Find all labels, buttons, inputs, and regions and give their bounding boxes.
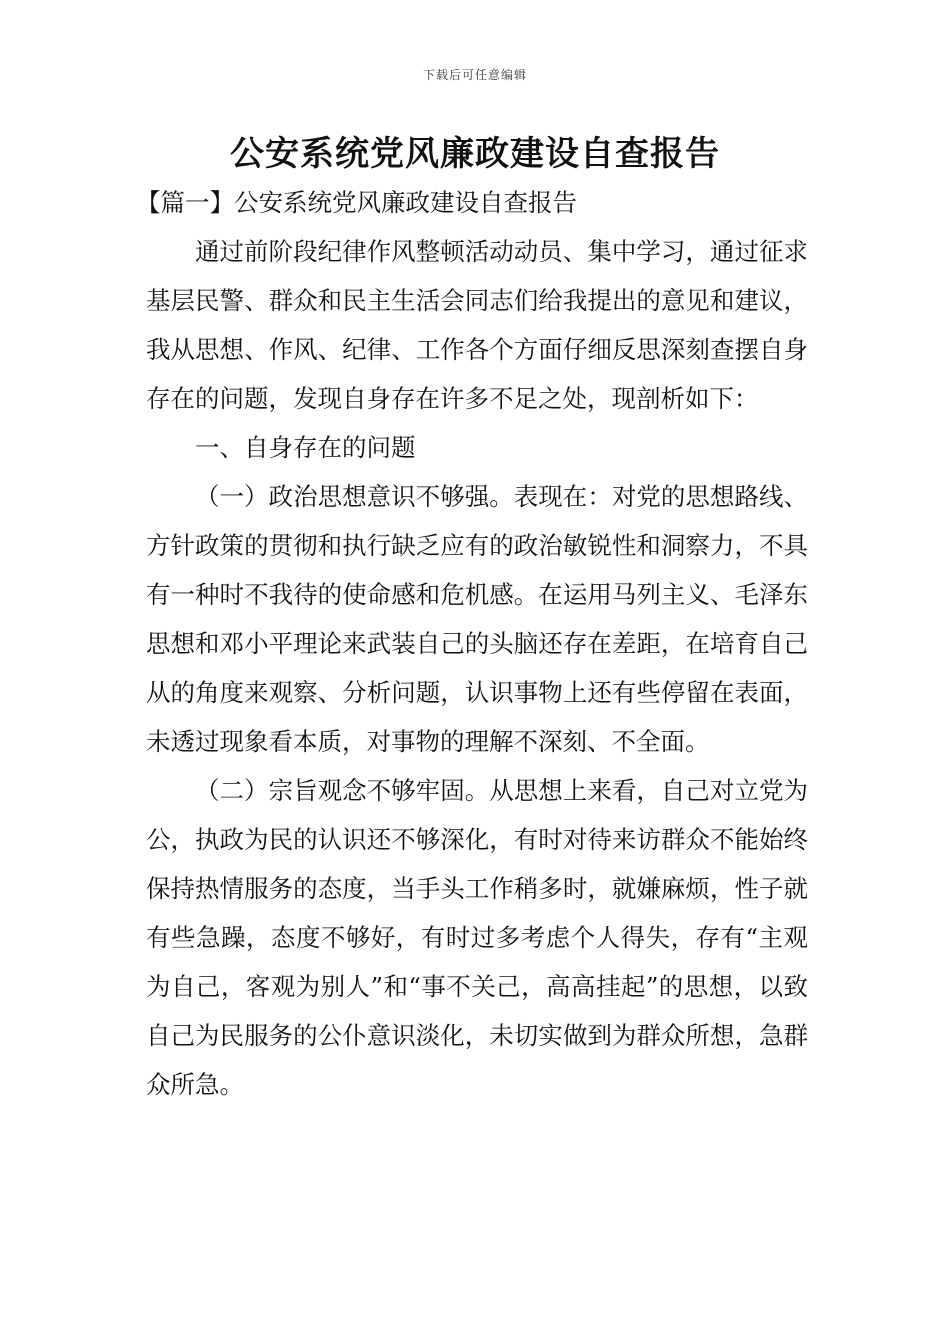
section-heading: 一、自身存在的问题 — [195, 433, 416, 462]
intro-paragraph: 通过前阶段纪律作风整顿活动动员、集中学习，通过征求基层民警、群众和民主生活会同志们给我提出的意见和建议，我从思想、作风、纪律、工作各个方面仔细反思深刻查摆自身存在的问题，发现自身存在许多不足之处，现剖析如下： — [146, 237, 808, 413]
document-title: 公安系统党风廉政建设自查报告 — [230, 134, 720, 174]
paragraph-service-concept: （二）宗旨观念不够牢固。从思想上来看，自己对立党为公，执政为民的认识还不够深化，有时对待来访群众不能始终保持热情服务的态度，当手头工作稍多时，就嫌麻烦，性子就有些急躁，态度不够好，有时过多考虑个人得失，存有“主观为自己，客观为别人”和“事不关己，高高挂起”的思想，以致自己为民服务的公仆意识淡化，未切实做到为群众所想，急群众所急。 — [146, 776, 808, 1099]
section-subtitle: 【篇一】公安系统党风廉政建设自查报告 — [136, 188, 577, 217]
document-body — [136, 178, 808, 1109]
header-note: 下载后可任意编辑 — [422, 68, 527, 82]
paragraph-political-awareness: （一）政治思想意识不够强。表现在：对党的思想路线、方针政策的贯彻和执行缺乏应有的政治敏锐性和洞察力，不具有一种时不我待的使命感和危机感。在运用马列主义、毛泽东思想和邓小平理论来武装自己的头脑还存在差距，在培育自己从的角度来观察、分析问题，认识事物上还有些停留在表面，未透过现象看本质，对事物的理解不深刻、不全面。 — [146, 482, 808, 756]
